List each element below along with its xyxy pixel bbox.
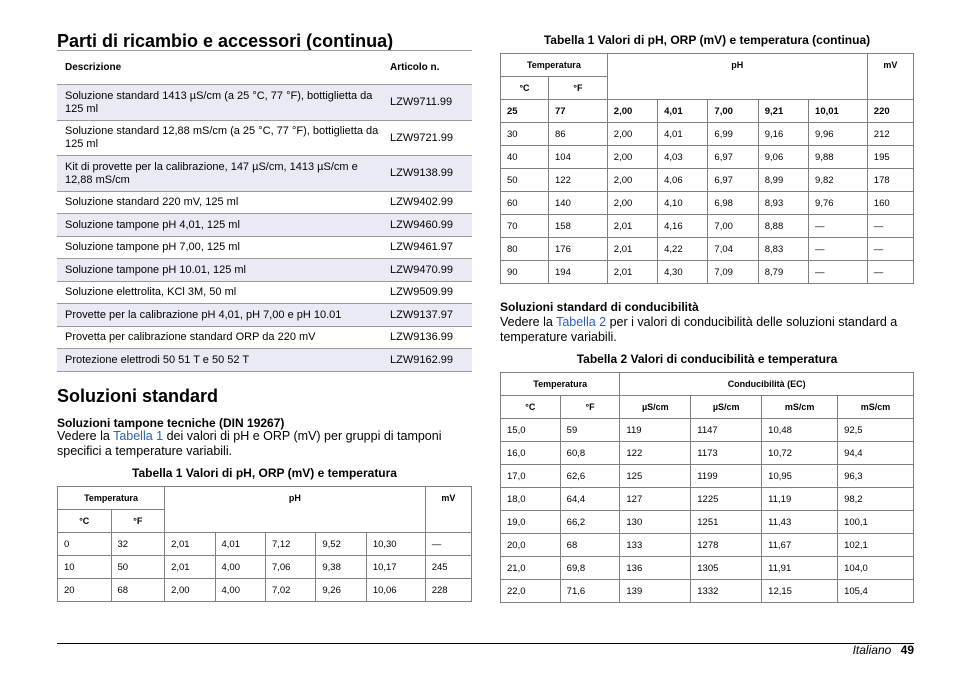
- part-description: Kit di provette per la calibrazione, 147 µS/cm, 1413 µS/cm e 12,88 mS/cm: [57, 156, 386, 192]
- table-cell: 10: [58, 556, 112, 579]
- header-celsius: °C: [501, 77, 549, 100]
- para-text: Vedere la: [500, 315, 557, 329]
- table-cell: 7,04: [708, 238, 758, 261]
- table-cell: 50: [501, 169, 549, 192]
- table-cell: 2,00: [607, 169, 657, 192]
- table-cell: 7,00: [708, 100, 758, 123]
- table-row: [57, 237, 472, 259]
- table2-caption: Tabella 2 Valori di conducibilità e temperatura: [576, 352, 838, 366]
- table-cell: 96,3: [838, 465, 914, 488]
- table-cell: 104: [549, 146, 608, 169]
- table-row: [501, 557, 914, 580]
- table-cell: 15,0: [501, 419, 561, 442]
- table-cell: 90: [501, 261, 549, 284]
- table-cell: 50: [111, 556, 165, 579]
- table-row: [501, 534, 914, 557]
- section-title: Soluzioni standard: [57, 386, 219, 406]
- part-code: LZW9402.99: [386, 192, 472, 214]
- table-cell: 9,21: [758, 100, 808, 123]
- para-text: Vedere la: [57, 429, 114, 443]
- table1-link[interactable]: Tabella 1: [113, 429, 164, 443]
- table-cell: 122: [620, 442, 691, 465]
- table-cell: 4,30: [658, 261, 708, 284]
- table2-link[interactable]: Tabella 2: [556, 315, 607, 329]
- table-cell: 94,4: [838, 442, 914, 465]
- table-cell: 1305: [691, 557, 762, 580]
- footer-language: Italiano: [852, 643, 892, 657]
- header-fahrenheit: °F: [560, 396, 620, 419]
- table-cell: 4,01: [215, 533, 265, 556]
- table-cell: 158: [549, 215, 608, 238]
- table-cell: 6,97: [708, 169, 758, 192]
- table-cell: —: [867, 215, 913, 238]
- table-cell: 9,88: [809, 146, 868, 169]
- table-cell: 64,4: [560, 488, 620, 511]
- part-code: LZW9509.99: [386, 282, 472, 304]
- table-row: [501, 123, 914, 146]
- table-row: [501, 580, 914, 603]
- table-cell: —: [425, 533, 471, 556]
- table-row: [58, 579, 472, 602]
- table-cell: 68: [111, 579, 165, 602]
- table-row: [57, 304, 472, 327]
- ph-table: [57, 486, 472, 602]
- header-mv: mV: [867, 54, 913, 100]
- table-cell: 10,06: [366, 579, 425, 602]
- table-cell: 2,00: [607, 146, 657, 169]
- table-row: [57, 156, 472, 192]
- table-row: [501, 100, 914, 123]
- table-cell: 122: [549, 169, 608, 192]
- table-row: [58, 556, 472, 579]
- table-cell: 245: [425, 556, 471, 579]
- table-cell: 60: [501, 192, 549, 215]
- part-code: LZW9137.97: [386, 304, 472, 327]
- header-ms-cm: mS/cm: [762, 396, 838, 419]
- part-description: Soluzione tampone pH 7,00, 125 ml: [57, 237, 386, 259]
- header-fahrenheit: °F: [111, 510, 165, 533]
- parts-table: [57, 50, 472, 372]
- table-cell: 6,97: [708, 146, 758, 169]
- header-mv: mV: [425, 487, 471, 533]
- table-cell: 1199: [691, 465, 762, 488]
- header-ms-cm: mS/cm: [838, 396, 914, 419]
- table-row: [57, 282, 472, 304]
- table-cell: 10,17: [366, 556, 425, 579]
- table-cell: 195: [867, 146, 913, 169]
- table-cell: 9,26: [316, 579, 366, 602]
- table-cell: 11,19: [762, 488, 838, 511]
- table-row: [58, 533, 472, 556]
- table-row: [57, 121, 472, 156]
- table-cell: 2,01: [607, 215, 657, 238]
- part-code: LZW9711.99: [386, 85, 472, 121]
- table-row: [57, 192, 472, 214]
- table-cell: 4,01: [658, 123, 708, 146]
- part-code: LZW9162.99: [386, 349, 472, 372]
- part-code: LZW9461.97: [386, 237, 472, 259]
- header-conductivity: Conducibilità (EC): [620, 373, 914, 396]
- table-cell: 12,15: [762, 580, 838, 603]
- table-cell: 220: [867, 100, 913, 123]
- table-cell: 9,76: [809, 192, 868, 215]
- table-row: [57, 259, 472, 282]
- table-cell: 127: [620, 488, 691, 511]
- table-cell: 30: [501, 123, 549, 146]
- table-row: [57, 327, 472, 349]
- table-cell: 4,03: [658, 146, 708, 169]
- part-description: Provette per la calibrazione pH 4,01, pH 7,00 e pH 10.01: [57, 304, 386, 327]
- table-cell: 98,2: [838, 488, 914, 511]
- footer: [853, 643, 914, 657]
- table-cell: 160: [867, 192, 913, 215]
- table-cell: 10,30: [366, 533, 425, 556]
- table-cell: 8,93: [758, 192, 808, 215]
- part-code: LZW9460.99: [386, 214, 472, 237]
- table-cell: 10,48: [762, 419, 838, 442]
- table-row: [57, 214, 472, 237]
- para-text: per i valori di conducibilità delle soluzioni standard a temperature variabili.: [500, 315, 898, 344]
- table-cell: 32: [111, 533, 165, 556]
- table-cell: 21,0: [501, 557, 561, 580]
- header-celsius: °C: [501, 396, 561, 419]
- table-cell: 18,0: [501, 488, 561, 511]
- table-cell: 77: [549, 100, 608, 123]
- table-cell: 69,8: [560, 557, 620, 580]
- table-row: [57, 349, 472, 372]
- table-cell: 2,00: [165, 579, 215, 602]
- table-cell: 20: [58, 579, 112, 602]
- table-row: [501, 146, 914, 169]
- table-cell: 11,43: [762, 511, 838, 534]
- table-cell: 1332: [691, 580, 762, 603]
- table-cell: 10,72: [762, 442, 838, 465]
- table-cell: 7,00: [708, 215, 758, 238]
- table-cell: 9,52: [316, 533, 366, 556]
- table-cell: 102,1: [838, 534, 914, 557]
- table-cell: 20,0: [501, 534, 561, 557]
- table-cell: 1251: [691, 511, 762, 534]
- header-ph: pH: [607, 54, 867, 100]
- table-cell: 11,91: [762, 557, 838, 580]
- table-cell: 133: [620, 534, 691, 557]
- intro-paragraph: [57, 429, 472, 459]
- table-cell: 2,00: [607, 192, 657, 215]
- table-cell: 25: [501, 100, 549, 123]
- table-cell: 125: [620, 465, 691, 488]
- part-description: Soluzione standard 220 mV, 125 ml: [57, 192, 386, 214]
- part-code: LZW9470.99: [386, 259, 472, 282]
- table-cell: 8,83: [758, 238, 808, 261]
- para-text: dei valori di pH e ORP (mV) per gruppi di tamponi specifici a temperature variabili.: [57, 429, 442, 458]
- part-description: Soluzione standard 1413 µS/cm (a 25 °C, 77 °F), bottiglietta da 125 ml: [57, 85, 386, 121]
- table-cell: 104,0: [838, 557, 914, 580]
- conductivity-paragraph: [500, 315, 914, 345]
- table-cell: 4,00: [215, 556, 265, 579]
- table-cell: 6,98: [708, 192, 758, 215]
- table-row: [501, 192, 914, 215]
- table-cell: 10,95: [762, 465, 838, 488]
- table-cell: 16,0: [501, 442, 561, 465]
- table-cell: 19,0: [501, 511, 561, 534]
- table-cell: 40: [501, 146, 549, 169]
- table-cell: 140: [549, 192, 608, 215]
- header-temperature: Temperatura: [501, 373, 620, 396]
- table-cell: 17,0: [501, 465, 561, 488]
- table-cell: 4,01: [658, 100, 708, 123]
- footer-rule: [57, 643, 914, 644]
- table-cell: 7,12: [265, 533, 315, 556]
- table-cell: 86: [549, 123, 608, 146]
- table-cell: 178: [867, 169, 913, 192]
- table-cell: —: [867, 261, 913, 284]
- table-cell: 194: [549, 261, 608, 284]
- table-cell: 9,16: [758, 123, 808, 146]
- table-row: [501, 488, 914, 511]
- table-cell: 4,10: [658, 192, 708, 215]
- table-cell: 1278: [691, 534, 762, 557]
- table-row: [501, 261, 914, 284]
- table-cell: 136: [620, 557, 691, 580]
- table-cell: 68: [560, 534, 620, 557]
- table-row: [501, 511, 914, 534]
- table-cell: 11,67: [762, 534, 838, 557]
- table-cell: 2,01: [607, 238, 657, 261]
- table-cell: 9,82: [809, 169, 868, 192]
- table-cell: 7,06: [265, 556, 315, 579]
- col-header-description: Descrizione: [57, 51, 386, 85]
- header-celsius: °C: [58, 510, 112, 533]
- table-cell: 4,22: [658, 238, 708, 261]
- table-cell: 7,09: [708, 261, 758, 284]
- conductivity-title: Soluzioni standard di conducibilità: [500, 300, 699, 314]
- part-code: LZW9138.99: [386, 156, 472, 192]
- table-row: [57, 85, 472, 121]
- table-cell: 1225: [691, 488, 762, 511]
- table-cell: 22,0: [501, 580, 561, 603]
- table-cell: 8,79: [758, 261, 808, 284]
- part-description: Soluzione tampone pH 10.01, 125 ml: [57, 259, 386, 282]
- table-cell: 2,00: [607, 100, 657, 123]
- table1-caption: Tabella 1 Valori di pH, ORP (mV) e temperatura: [132, 466, 397, 480]
- table-cell: 1147: [691, 419, 762, 442]
- table-cell: 212: [867, 123, 913, 146]
- table-row: [501, 465, 914, 488]
- table-cell: 71,6: [560, 580, 620, 603]
- table-cell: 60,8: [560, 442, 620, 465]
- table-cell: 228: [425, 579, 471, 602]
- page-title: Parti di ricambio e accessori (continua): [57, 31, 394, 51]
- table-row: [501, 215, 914, 238]
- table-cell: 2,00: [607, 123, 657, 146]
- ph-table-continued: [500, 53, 914, 284]
- part-code: LZW9721.99: [386, 121, 472, 156]
- header-us-cm: µS/cm: [620, 396, 691, 419]
- table-cell: 4,06: [658, 169, 708, 192]
- header-temperature: Temperatura: [501, 54, 608, 77]
- table-cell: 100,1: [838, 511, 914, 534]
- table-cell: 8,88: [758, 215, 808, 238]
- table-cell: —: [809, 238, 868, 261]
- part-description: Soluzione standard 12,88 mS/cm (a 25 °C, 77 °F), bottiglietta da 125 ml: [57, 121, 386, 156]
- header-us-cm: µS/cm: [691, 396, 762, 419]
- table-cell: —: [867, 238, 913, 261]
- table-cell: 0: [58, 533, 112, 556]
- table-cell: 9,38: [316, 556, 366, 579]
- part-description: Provetta per calibrazione standard ORP da 220 mV: [57, 327, 386, 349]
- table-row: [501, 238, 914, 261]
- table-cell: 105,4: [838, 580, 914, 603]
- table-row: [501, 419, 914, 442]
- table-cell: 92,5: [838, 419, 914, 442]
- table-cell: 2,01: [165, 556, 215, 579]
- table-cell: 176: [549, 238, 608, 261]
- part-description: Protezione elettrodi 50 51 T e 50 52 T: [57, 349, 386, 372]
- table-cell: 7,02: [265, 579, 315, 602]
- table-cell: 2,01: [165, 533, 215, 556]
- table-cell: 8,99: [758, 169, 808, 192]
- table-cell: 139: [620, 580, 691, 603]
- table-row: [501, 169, 914, 192]
- header-fahrenheit: °F: [549, 77, 608, 100]
- table1-continued-caption: Tabella 1 Valori di pH, ORP (mV) e temperatura (continua): [543, 33, 871, 47]
- table-cell: —: [809, 261, 868, 284]
- table-cell: 9,96: [809, 123, 868, 146]
- table-cell: 70: [501, 215, 549, 238]
- header-ph: pH: [165, 487, 426, 533]
- part-code: LZW9136.99: [386, 327, 472, 349]
- table-cell: 6,99: [708, 123, 758, 146]
- table-cell: 10,01: [809, 100, 868, 123]
- part-description: Soluzione tampone pH 4,01, 125 ml: [57, 214, 386, 237]
- table-cell: 4,00: [215, 579, 265, 602]
- table-cell: 1173: [691, 442, 762, 465]
- subsection-title: Soluzioni tampone tecniche (DIN 19267): [57, 416, 285, 430]
- table-cell: 59: [560, 419, 620, 442]
- conductivity-table: [500, 372, 914, 603]
- table-cell: 9,06: [758, 146, 808, 169]
- table-row: [501, 442, 914, 465]
- part-description: Soluzione elettrolita, KCl 3M, 50 ml: [57, 282, 386, 304]
- table-cell: 130: [620, 511, 691, 534]
- table-cell: 2,01: [607, 261, 657, 284]
- col-header-article: Articolo n.: [386, 51, 472, 85]
- table-cell: 80: [501, 238, 549, 261]
- page-number: 49: [900, 643, 914, 657]
- table-cell: 66,2: [560, 511, 620, 534]
- table-cell: 119: [620, 419, 691, 442]
- table-cell: —: [809, 215, 868, 238]
- table-cell: 62,6: [560, 465, 620, 488]
- table-cell: 4,16: [658, 215, 708, 238]
- header-temperature: Temperatura: [58, 487, 165, 510]
